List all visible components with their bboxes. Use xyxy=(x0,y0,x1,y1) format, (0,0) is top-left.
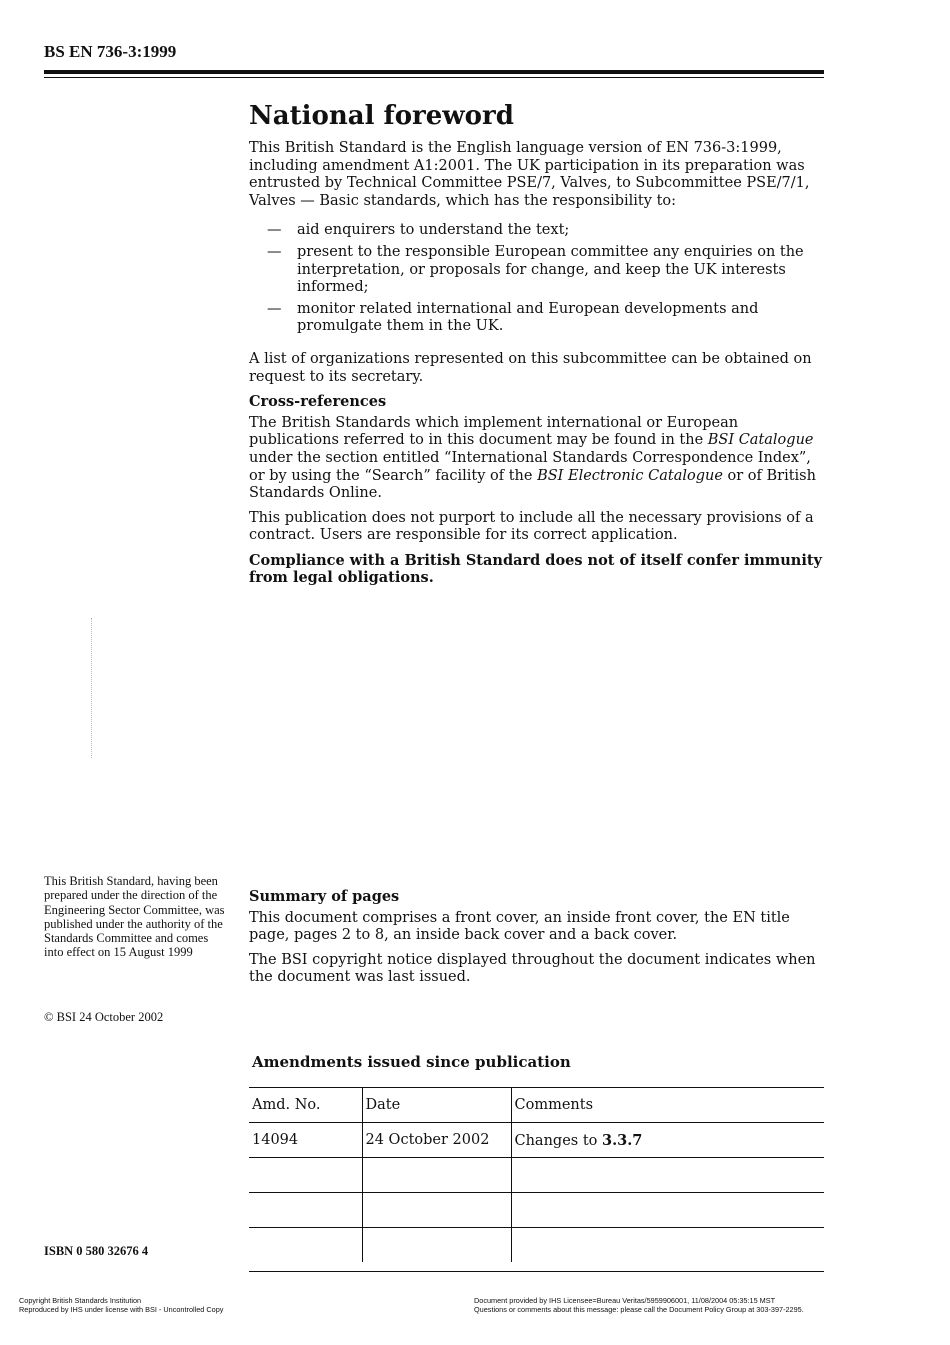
foreword-section xyxy=(249,100,824,594)
table-row xyxy=(249,1123,824,1158)
list-item xyxy=(249,222,824,240)
footer-copyright-line: Copyright British Standards Institution xyxy=(19,1296,142,1305)
compliance-notice: Compliance with a British Standard does not of itself confer immunity from legal obligations. xyxy=(249,551,822,587)
dash-bullet: — xyxy=(267,222,282,239)
amd-no-cell: 14094 xyxy=(249,1123,362,1158)
table-row xyxy=(249,1228,824,1263)
footer-license-line: Reproduced by IHS under license with BSI - Uncontrolled Copy xyxy=(19,1305,224,1314)
list-item xyxy=(249,301,824,336)
date-cell: 24 October 2002 xyxy=(362,1123,511,1158)
clause-ref: 3.3.7 xyxy=(602,1131,643,1149)
summary-heading: Summary of pages xyxy=(249,888,400,905)
foreword-intro: This British Standard is the English language version of EN 736-3:1999, including amendment A1:2001. The UK participation in its preparation was entrusted by Technical Committee PSE/7, Valves, to Subcommittee PSE/7/1, Valves — Basic standards, which has the responsibility to: xyxy=(249,140,810,209)
responsibility-list xyxy=(249,222,824,336)
isbn: ISBN 0 580 32676 4 xyxy=(44,1244,149,1258)
table-row xyxy=(249,1193,824,1228)
summary-section xyxy=(249,888,824,994)
header-rule-thick xyxy=(44,70,824,74)
bsi-electronic-catalogue-ref: BSI Electronic Catalogue xyxy=(537,467,723,484)
margin-mark xyxy=(91,618,92,758)
summary-text: This document comprises a front cover, an inside front cover, the EN title page, pages 2 to 8, an inside back cover and a back cover. xyxy=(249,909,790,944)
cross-references-heading: Cross-references xyxy=(249,393,387,411)
footer-left xyxy=(19,1296,223,1314)
comments-cell: Changes to 3.3.7 xyxy=(511,1123,824,1158)
table-row xyxy=(249,1158,824,1193)
list-item xyxy=(249,244,824,297)
list-item-text: aid enquirers to understand the text; xyxy=(297,222,570,239)
header-rule-thin xyxy=(44,77,824,78)
footer-right: Document provided by IHS Licensee=Bureau Veritas/5959906001, 11/08/2004 05:35:15 MST Questions or comments about this message: please call the Document Policy Group at 303-397-2295. xyxy=(474,1296,804,1314)
list-item-text: monitor related international and European developments and promulgate them in the UK. xyxy=(297,300,759,335)
bsi-catalogue-ref: BSI Catalogue xyxy=(707,432,814,449)
copyright-notice-text: The BSI copyright notice displayed throughout the document indicates when the document was last issued. xyxy=(249,951,816,986)
preparation-note: This British Standard, having been prepared under the direction of the Engineering Sector Committee, was published under the authority of the Standards Committee and comes into effect on 15 August 1999 xyxy=(44,874,225,960)
table-header-row xyxy=(249,1088,824,1123)
column-header: Comments xyxy=(511,1088,824,1123)
cross-references-text: The British Standards which implement international or European publications referred to in this document may be found in the BSI Catalogue under the section entitled “International Standards Correspondence Index”, or by using the “Search” facility of the BSI Electronic Catalogue or of British Standards Online. xyxy=(249,414,816,502)
provisions-note: This publication does not purport to include all the necessary provisions of a contract. Users are responsible for its correct application. xyxy=(249,509,814,544)
column-header: Date xyxy=(362,1088,511,1123)
copyright-note: © BSI 24 October 2002 xyxy=(44,1010,164,1024)
column-header: Amd. No. xyxy=(249,1088,362,1123)
dash-bullet: — xyxy=(267,243,282,260)
amendments-title: Amendments issued since publication xyxy=(252,1053,571,1071)
dash-bullet: — xyxy=(267,300,282,317)
organizations-note: A list of organizations represented on this subcommittee can be obtained on request to its secretary. xyxy=(249,350,812,385)
bottom-rule xyxy=(249,1271,824,1272)
amendments-table xyxy=(249,1087,824,1262)
standard-number: BS EN 736-3:1999 xyxy=(44,42,177,61)
page-title: National foreword xyxy=(249,101,514,131)
list-item-text: present to the responsible European committee any enquiries on the interpretation, or proposals for change, and keep the UK interests informed; xyxy=(297,243,804,296)
